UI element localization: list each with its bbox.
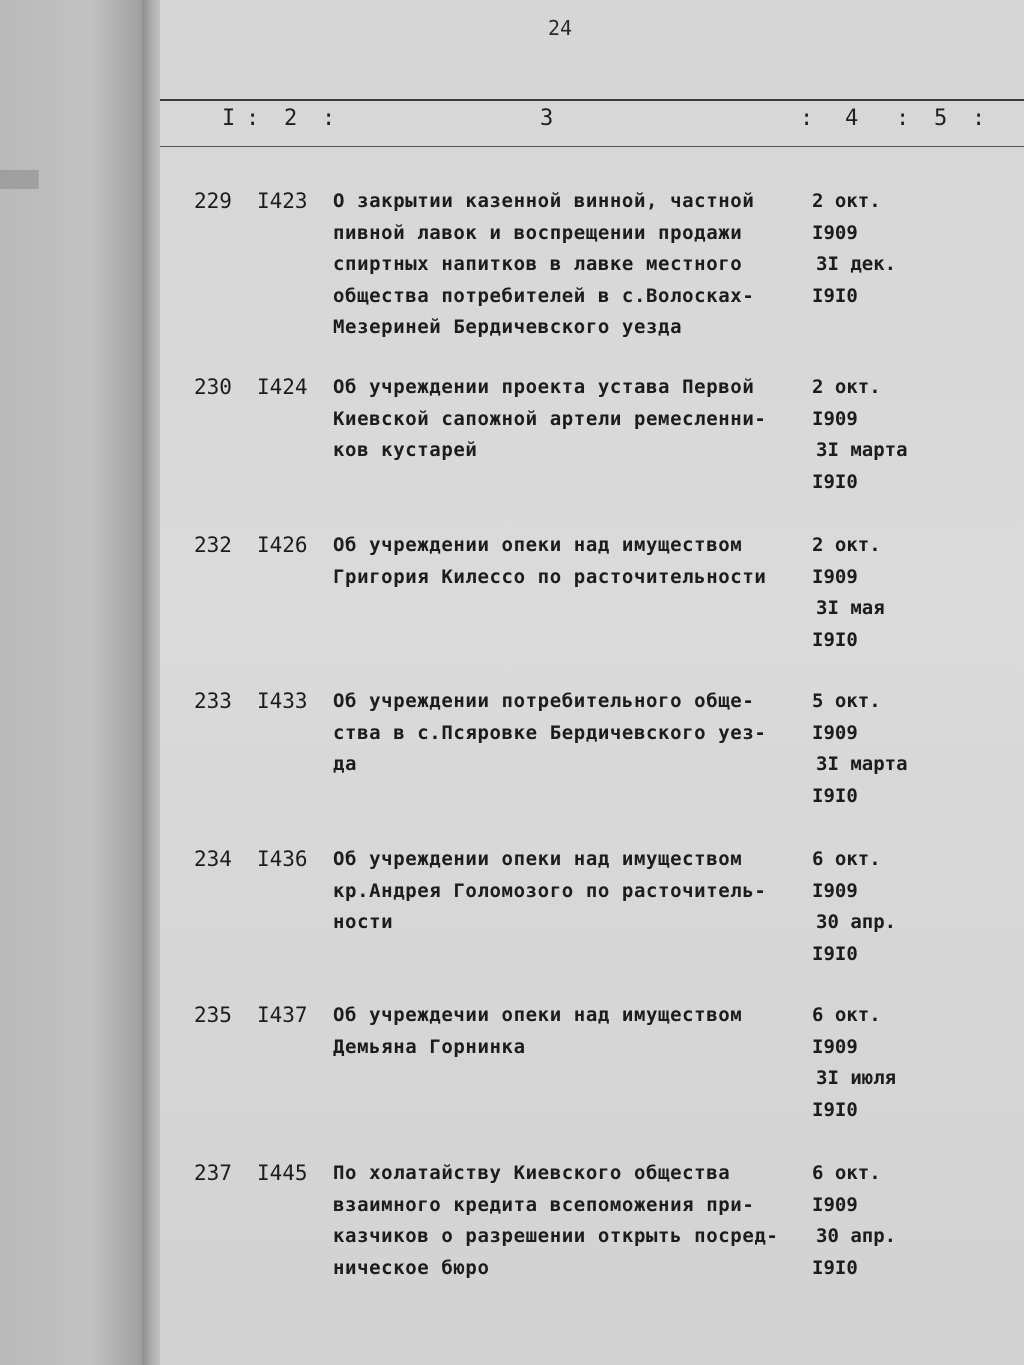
start-year: I909 — [812, 721, 858, 744]
entry-number: 230 — [194, 375, 232, 399]
facing-page — [0, 0, 150, 1365]
start-date: 6 окт. — [812, 848, 881, 870]
end-date: 3I марта — [816, 753, 908, 775]
entry-title-line: Об учреждении опеки над имуществом — [333, 848, 743, 870]
entry-title-line: ническое бюро — [333, 1256, 490, 1279]
end-year: I9I0 — [812, 1098, 858, 1121]
facing-page-bleed: ████ — [0, 170, 39, 189]
file-number: I445 — [257, 1161, 308, 1185]
entry-title-line: взаимного кредита всепоможения при- — [333, 1193, 755, 1216]
file-number: I424 — [257, 375, 308, 399]
column-separator: : — [800, 106, 816, 131]
entry-title-line: Об учреждении опеки над имуществом — [333, 534, 743, 556]
entry-title — [333, 186, 813, 344]
column-separator: : — [896, 106, 912, 131]
entry-title-line: Киевской сапожной артели ремесленни- — [333, 407, 767, 430]
entry-title-line: Григория Килессо по расточительности — [333, 565, 767, 588]
entry-dates — [812, 844, 1012, 970]
end-date: 3I мая — [816, 597, 885, 619]
end-date: 3I июля — [816, 1067, 897, 1089]
entry-title-line: Об учреждении проекта устава Первой — [333, 376, 755, 398]
column-header-2: 2 — [284, 106, 300, 131]
entry-title-line: Об учреждечии опеки над имуществом — [333, 1004, 743, 1026]
end-date: 3I дек. — [816, 253, 897, 275]
entry-title-line: ства в с.Псяровке Бердичевского уез- — [333, 721, 767, 744]
file-number: I436 — [257, 847, 308, 871]
file-number: I437 — [257, 1003, 308, 1027]
start-year: I909 — [812, 1035, 858, 1058]
entry-number: 237 — [194, 1161, 232, 1185]
end-date: 30 апр. — [816, 911, 897, 933]
header-top-rule — [160, 99, 1024, 101]
entry-title — [333, 1000, 813, 1063]
end-year: I9I0 — [812, 470, 858, 493]
entry-dates — [812, 186, 1012, 312]
end-date: 30 апр. — [816, 1225, 897, 1247]
start-year: I909 — [812, 879, 858, 902]
column-header-4: 4 — [845, 106, 861, 131]
entry-title-line: общества потребителей в с.Волосках- — [333, 284, 755, 307]
column-separator: : — [972, 106, 988, 131]
file-number: I433 — [257, 689, 308, 713]
entry-title-line: Демьяна Горнинка — [333, 1035, 526, 1058]
entry-number: 232 — [194, 533, 232, 557]
entry-number: 234 — [194, 847, 232, 871]
entry-number: 235 — [194, 1003, 232, 1027]
file-number: I423 — [257, 189, 308, 213]
entry-dates — [812, 530, 1012, 656]
entry-dates — [812, 1158, 1012, 1284]
start-year: I909 — [812, 565, 858, 588]
page-number: 24 — [548, 16, 573, 40]
column-header-3: 3 — [540, 106, 556, 131]
entry-number: 233 — [194, 689, 232, 713]
entry-title-line: пивной лавок и воспрещении продажи — [333, 221, 743, 244]
entry-title — [333, 844, 813, 939]
column-header-1: I — [222, 106, 238, 131]
column-separator: : — [246, 106, 262, 131]
entry-title-line: казчиков о разрешении открыть посред- — [333, 1225, 779, 1247]
end-year: I9I0 — [812, 942, 858, 965]
start-year: I909 — [812, 221, 858, 244]
entry-title-line: спиртных напитков в лавке местного — [333, 253, 743, 275]
entry-title-line: кр.Андрея Голомозого по расточитель- — [333, 879, 767, 902]
entry-dates — [812, 372, 1012, 498]
start-date: 2 окт. — [812, 190, 881, 212]
start-date: 2 окт. — [812, 534, 881, 556]
end-year: I9I0 — [812, 628, 858, 651]
column-separator: : — [322, 106, 338, 131]
entry-title-line: да — [333, 753, 358, 775]
entry-title — [333, 1158, 813, 1284]
entry-title-line: ности — [333, 911, 394, 933]
end-date: 3I марта — [816, 439, 908, 461]
entry-title-line: По холатайству Киевского общества — [333, 1162, 731, 1184]
start-date: 6 окт. — [812, 1004, 881, 1026]
entry-title — [333, 686, 813, 781]
start-year: I909 — [812, 407, 858, 430]
entry-number: 229 — [194, 189, 232, 213]
entry-title — [333, 372, 813, 467]
entry-title-line: Об учреждении потребительного обще- — [333, 690, 755, 712]
header-bottom-rule — [160, 146, 1024, 147]
entry-title-line: ков кустарей — [333, 439, 478, 461]
entry-dates — [812, 686, 1012, 812]
entry-title — [333, 530, 813, 593]
start-date: 5 окт. — [812, 690, 881, 712]
end-year: I9I0 — [812, 1256, 858, 1279]
entry-title-line: Мезериней Бердичевского уезда — [333, 316, 683, 338]
entry-dates — [812, 1000, 1012, 1126]
end-year: I9I0 — [812, 784, 858, 807]
start-date: 2 окт. — [812, 376, 881, 398]
entry-title-line: О закрытии казенной винной, частной — [333, 190, 755, 212]
column-header-5: 5 — [934, 106, 950, 131]
start-date: 6 окт. — [812, 1162, 881, 1184]
file-number: I426 — [257, 533, 308, 557]
start-year: I909 — [812, 1193, 858, 1216]
end-year: I9I0 — [812, 284, 858, 307]
